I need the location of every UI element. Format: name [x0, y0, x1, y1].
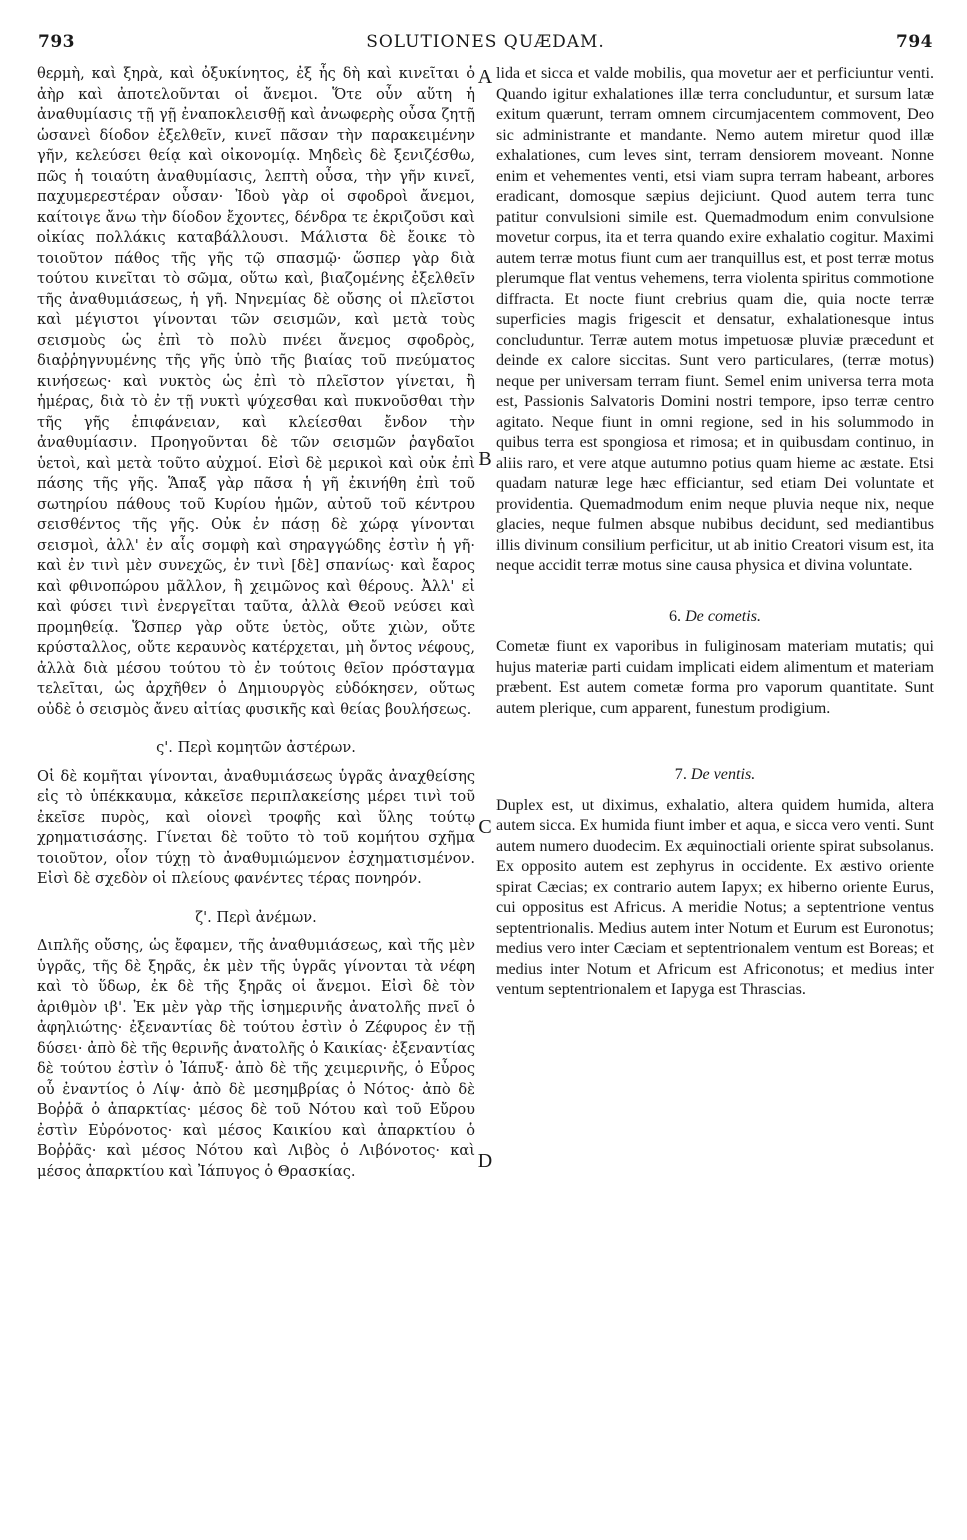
- running-title: SOLUTIONES QUÆDAM.: [366, 32, 605, 52]
- margin-marker-b: B: [478, 448, 492, 470]
- latin-heading-comets-title: De cometis.: [685, 607, 762, 625]
- latin-heading-comets: [496, 607, 934, 628]
- margin-marker-a: A: [477, 66, 493, 88]
- greek-paragraph-earthquakes: θερμὴ, καὶ ξηρὰ, καὶ ὀξυκίνητος, ἐξ ἧς δὴ καὶ κινεῖται ὁ ἀὴρ καὶ ἀποτελοῦνται οἱ ἄνεμοι. Ὅτε οὖν αὕτη ἡ ἀναθυμίασις τῇ γῇ ἐναποκλεισθῇ καὶ ἀνωφερὴς οὖσα ζητῇ ὡσανεὶ δίοδον ἐξελθεῖν, κινεῖ πᾶσαν τὴν παρακειμένην γῆν, κελεύσει θείᾳ καὶ οἰκονομίᾳ. Μηδεὶς δὲ ξενιζέσθω, πῶς ἡ τοιαύτη ἀναθυμίασις, λεπτὴ οὖσα, τὴν γῆν κινεῖ, παχυμερεστέραν οὖσαν· Ἰδοὺ γὰρ οἱ σφοδροὶ ἄνεμοι, καίτοιγε ἄνω τὴν δίοδον ἔχοντες, δένδρα τε ἐκριζοῦσι καὶ οἰκίας πολλάκις καταβάλλουσι. Μάλιστα δὲ ἔοικε τὸ τοιοῦτον πάθος τῆς γῆς τῷ σπασμῷ· ὥσπερ γὰρ διὰ τούτου κινεῖται τὸ σῶμα, οὕτω καὶ, βιαζομένης ἐξελθεῖν τῆς ἀναθυμιάσεως, ἡ γῆ. Νηνεμίας δὲ οὔσης οἱ πλεῖστοι καὶ μέγιστοι γίνονται τῶν σεισμῶν, καὶ μετὰ τοὺς σεισμοὺς ὡς ἐπὶ τὸ πολὺ πνέει ἄνεμος σφοδρὸς, διαῤῥηγνυμένης τῆς γῆς ὑπὸ τῆς βιαίας τοῦ πνεύματος κινήσεως· καὶ νυκτὸς ὡς ἐπὶ τὸ πλεῖστον γίνεται, ἢ ἡμέρας, διὰ τὸ ἐν τῇ νυκτὶ ψύχεσθαι καὶ πυκνοῦσθαι τὴν τῆς γῆς ἐπιφάνειαν, καὶ κλείεσθαι ἔνδον τὴν ἀναθυμίασιν. Προηγοῦνται δὲ τῶν σεισμῶν ῥαγδαῖοι ὑετοὶ, καὶ μετὰ τοῦτο αὐχμοί. Εἰσὶ δὲ μερικοὶ καὶ οὐκ ἐπὶ πάσης τῆς γῆς. Ἅπαξ γὰρ πᾶσα ἡ γῆ ἐκινήθη ἐπὶ τοῦ σωτηρίου πάθους τοῦ Κυρίου ἡμῶν, αὐτοῦ τοῦ κέντρου σεισθέντος τῆς γῆς. Οὐκ ἐν πάσῃ δὲ χώρᾳ γίνονται σεισμοὶ, ἀλλ' ἐν αἷς σομφὴ καὶ σηραγγώδης ἐστὶν ἡ γῆ· καὶ ἐν τινὶ μὲν συνεχῶς, ἐν τινὶ [δὲ] σπανίως· καὶ ἔαρος καὶ φθινοπώρου μᾶλλον, ἢ χειμῶνος καὶ θέρους. Ἀλλ' εἰ καὶ φύσει τινὶ ἐνεργεῖται ταῦτα, ἀλλὰ Θεοῦ νεύσει καὶ προμηθείᾳ. Ὥσπερ γὰρ οὔτε ὑετὸς, οὔτε χιὼν, οὔτε κρύσταλλος, οὔτε κεραυνὸς κατέρχεται, μὴ ὄντος νέφους, ἀλλὰ διὰ μέσου τούτου τὸ ἐν τούτοις θεῖον πρόσταγμα τελεῖται, ὡς ἀρχῆθεν ὁ Δημιουργὸς εὐδόκησεν, οὕτως οὐδὲ ὁ σεισμὸς ἄνευ αἰτίας φυσικῆς καὶ θείας βουλήσεως.: [37, 65, 475, 718]
- latin-paragraph-comets: Cometæ fiunt ex vaporibus in fuliginosam materiam mutatis; qui hujus materiæ parti cuidam implicati eidem alimentum et materiam præbent. Est autem cometæ forma pro vaporum quantitate. Sunt autem plerique, cum apparent, funestum prodigium.: [496, 638, 934, 717]
- latin-heading-winds: [496, 765, 934, 786]
- latin-heading-winds-number: 7.: [674, 766, 687, 783]
- greek-heading-winds: ζ'. Περὶ ἀνέμων.: [195, 908, 317, 926]
- page-number-left: 793: [38, 32, 75, 52]
- greek-paragraph-comets: Οἱ δὲ κομῆται γίνονται, ἀναθυμιάσεως ὑγρᾶς ἀναχθείσης εἰς τὸ ὑπέκκαυμα, κἀκεῖσε περιπλακείσης μέρει τινὶ τοῦ ἐκεῖσε πυρὸς, καὶ οἱονεὶ τροφῆς καὶ ὕλης τούτῳ χρηματισάσης. Γίνεται δὲ τοῦτο τὸ τοῦ κομήτου σχῆμα τοιοῦτον, οἷον τύχῃ τὸ ἀναθυμιώμενον ἐσχηματισμένον. Εἰσὶ δὲ σχεδὸν οἱ πλείους φανέντες τέρας πονηρόν.: [37, 767, 475, 887]
- greek-heading-comets: ς'. Περὶ κομητῶν ἀστέρων.: [156, 739, 356, 756]
- latin-paragraph-winds: Duplex est, ut diximus, exhalatio, altera quidem humida, altera autem sicca. Ex humida fiunt imber et aqua, e sicca vero venti. Sunt autem numero duodecim. Ex æquinoctiali oriente spirat subsolanus. Ex opposito autem est zephyrus in occidente. Ex æstivo oriente spirat Cæcias; ex contrario autem Iapyx; ex hiberno oriente Eurus, cui oppositus est Africus. A meridie Notus; a septentrione ventus septentrionalis. Medius autem inter Notum et Eurum est Euronotus; medius vero inter Cæciam et septentrionalem ventum est Boreas; et medius inter Notum et Africum est Africonotus; et medius inter ventum septentrionalem et Iapyga est Thrascias.: [496, 796, 934, 998]
- page-number-right: 794: [896, 32, 933, 52]
- latin-heading-comets-number: 6.: [668, 607, 682, 625]
- latin-column: [496, 64, 934, 1001]
- greek-paragraph-winds: Διπλῆς οὔσης, ὡς ἔφαμεν, τῆς ἀναθυμιάσεως, καὶ τῆς μὲν ὑγρᾶς, τῆς δὲ ξηρᾶς, ἐκ μὲν τῆς ὑγρᾶς γίνονται τὰ νέφη καὶ τὸ ὕδωρ, ἐκ δὲ τῆς ξηρᾶς οἱ ἄνεμοι. Εἰσὶ δὲ τὸν ἀριθμὸν ιβ'. Ἐκ μὲν γὰρ τῆς ἰσημερινῆς ἀνατολῆς πνεῖ ὁ ἀφηλιώτης· ἐξεναντίας δὲ τούτου ἐστὶν ὁ Ζέφυρος ἐν τῇ δύσει· ἀπὸ δὲ τῆς θερινῆς ἀνατολῆς ὁ Καικίας· ἐξεναντίας δὲ τούτου ἐστὶν ὁ Ἰάπυξ· ἀπὸ δὲ τῆς χειμερινῆς, ὁ Εὖρος οὗ ἐναντίος ὁ Λίψ· ἀπὸ δὲ μεσημβρίας ὁ Νότος· ἀπὸ δὲ Βοῤῥᾶ ὁ ἀπαρκτίας· μέσος δὲ τοῦ Νότου καὶ τοῦ Εὔρου ἐστὶν Εὐρόνοτος· καὶ μέσος Καικίου καὶ ἀπαρκτίου ὁ Βοῤῥᾶς· καὶ μέσος Νότου καὶ Λιβὸς ὁ Λιβόνοτος· καὶ μέσος ἀπαρκτίου καὶ Ἰάπυγος ὁ Θρασκίας.: [37, 937, 475, 1180]
- latin-paragraph-earthquakes: lida et sicca et valde mobilis, qua movetur aer et perficiuntur venti. Quando igitur exhalationes illæ terra concluduntur, et sursum latæ exitum quærunt, terram omnem circumjacentem commovent, Deo sic administrante et mandante. Nemo autem miretur quod illæ exhalationes, cum leves sint, terram densiorem moveant. Nonne enim et vehementes venti, etsi viam supra terram habeant, arbores eradicant, domosque sæpius dejiciunt. Quod autem terra tunc patitur convulsioni simile est. Quemadmodum enim convulsione movetur corpus, ita et terra quando exire exhalatio cogitur. Maximi autem terræ motus fiunt cum aer tranquillus est, et post terræ motus plerumque flat ventus vehemens, terra violenta spiritus commotione diffracta. Et nocte fiunt crebrius quam die, quia nocte terræ superficies magis frigescit et densatur, exhalationesque intus concluduntur. Terræ autem motus impetuosæ pluviæ præcedunt et deinde ex calore siccitas. Sunt vero particulares, (terræ motus) neque per universam terram fiunt. Semel enim universa terra mota est, Passionis Salvatoris Domini nostri tempore, ipso terræ centro agitato. Neque fiunt in omni regione, sed in his solummodo in quibus terra est spongiosa et rimosa; et in quibusdam continuo, in aliis raro, et vere atque autumno potius quam hieme ac æstate. Etsi quadam naturæ lege hæc efficiantur, sed etiam Dei voluntate et providentia. Quemadmodum enim neque pluvia neque nix, neque glacies, neque fulmen absque nubibus decidunt, sed mediantibus illis divinum consilium perficitur, ut ab initio Creatori visum est, ita neque accidit terræ motus sine causa physica et divina voluntate.: [496, 65, 934, 574]
- margin-marker-d: D: [477, 1150, 493, 1172]
- page-header: [38, 32, 933, 58]
- greek-column: [37, 64, 475, 1182]
- latin-heading-winds-title: De ventis.: [690, 766, 756, 783]
- margin-marker-c: C: [478, 816, 492, 838]
